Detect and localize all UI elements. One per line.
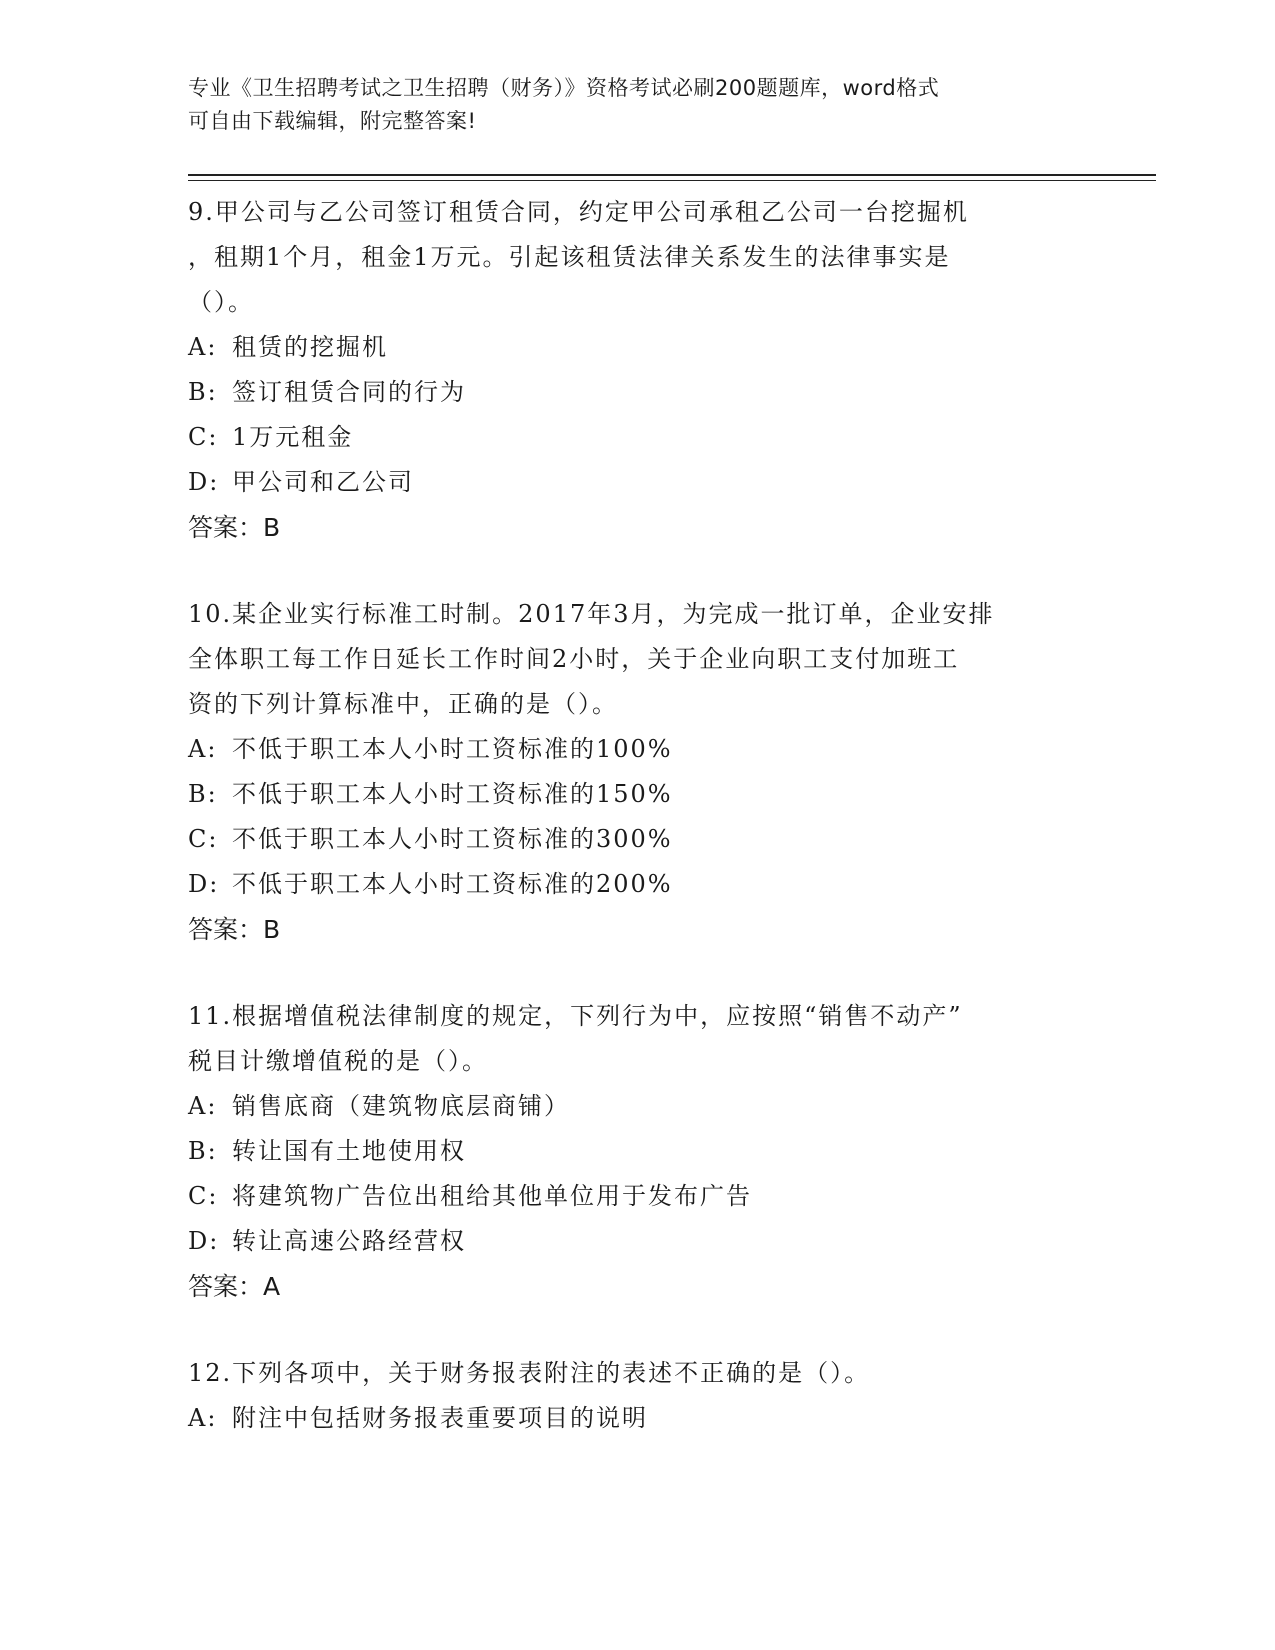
option-text: 签订租赁合同的行为 (232, 378, 466, 406)
document-header (188, 72, 1068, 138)
question-item (188, 190, 1088, 550)
option-letter: B: (188, 780, 218, 808)
option-text: 附注中包括财务报表重要项目的说明 (232, 1404, 648, 1432)
option-letter: D: (188, 468, 220, 496)
stem-line: 11.根据增值税法律制度的规定，下列行为中，应按照“销售不动产” (188, 1002, 963, 1030)
option-letter: B: (188, 378, 218, 406)
stem-line: 全体职工每工作日延长工作时间2小时，关于企业向职工支付加班工 (188, 645, 960, 673)
option-letter: D: (188, 870, 220, 898)
option-text: 销售底商（建筑物底层商铺） (232, 1092, 570, 1120)
header-line-2: 可自由下载编辑，附完整答案! (188, 109, 477, 133)
option-d (188, 460, 1088, 505)
header-divider-thin (188, 180, 1156, 181)
option-text: 不低于职工本人小时工资标准的200% (232, 870, 673, 898)
option-text: 甲公司和乙公司 (232, 468, 414, 496)
answer-line: 答案：B (188, 915, 281, 944)
option-letter: C: (188, 825, 219, 853)
option-text: 将建筑物广告位出租给其他单位用于发布广告 (232, 1182, 752, 1210)
option-text: 不低于职工本人小时工资标准的150% (232, 780, 673, 808)
option-c (188, 1174, 1088, 1219)
question-item (188, 994, 1088, 1309)
option-b (188, 1129, 1088, 1174)
option-letter: B: (188, 1137, 218, 1165)
option-text: 转让国有土地使用权 (232, 1137, 466, 1165)
stem-line: （）。 (188, 288, 254, 316)
question-stem (188, 190, 1088, 325)
option-letter: A: (188, 333, 218, 361)
question-list (188, 190, 1088, 1483)
question-item (188, 1351, 1088, 1441)
option-letter: A: (188, 1404, 218, 1432)
stem-line: ，租期1个月，租金1万元。引起该租赁法律关系发生的法律事实是 (188, 243, 951, 271)
option-letter: A: (188, 735, 218, 763)
option-letter: D: (188, 1227, 220, 1255)
stem-line: 资的下列计算标准中，正确的是（）。 (188, 690, 618, 718)
option-d (188, 1219, 1088, 1264)
question-stem (188, 592, 1088, 727)
option-b (188, 370, 1088, 415)
question-item (188, 592, 1088, 952)
option-text: 1万元租金 (232, 423, 354, 451)
option-c (188, 415, 1088, 460)
option-a (188, 727, 1088, 772)
option-text: 租赁的挖掘机 (232, 333, 388, 361)
option-text: 不低于职工本人小时工资标准的100% (232, 735, 673, 763)
header-line-1: 专业《卫生招聘考试之卫生招聘（财务）》资格考试必刷200题题库，word格式 (188, 76, 940, 100)
option-text: 不低于职工本人小时工资标准的300% (232, 825, 673, 853)
stem-line: 10.某企业实行标准工时制。2017年3月，为完成一批订单，企业安排 (188, 600, 995, 628)
option-letter: C: (188, 1182, 219, 1210)
question-stem (188, 1351, 1088, 1396)
option-b (188, 772, 1088, 817)
option-a (188, 1396, 1088, 1441)
stem-line: 9.甲公司与乙公司签订租赁合同，约定甲公司承租乙公司一台挖掘机 (188, 198, 969, 226)
option-a (188, 325, 1088, 370)
option-c (188, 817, 1088, 862)
stem-line: 税目计缴增值税的是（）。 (188, 1047, 488, 1075)
answer-line: 答案：B (188, 513, 281, 542)
question-stem (188, 994, 1088, 1084)
stem-line: 12.下列各项中，关于财务报表附注的表述不正确的是（）。 (188, 1359, 871, 1387)
option-letter: C: (188, 423, 219, 451)
option-a (188, 1084, 1088, 1129)
header-divider-thick (188, 174, 1156, 176)
option-letter: A: (188, 1092, 218, 1120)
answer-line: 答案：A (188, 1272, 281, 1301)
option-d (188, 862, 1088, 907)
option-text: 转让高速公路经营权 (232, 1227, 466, 1255)
